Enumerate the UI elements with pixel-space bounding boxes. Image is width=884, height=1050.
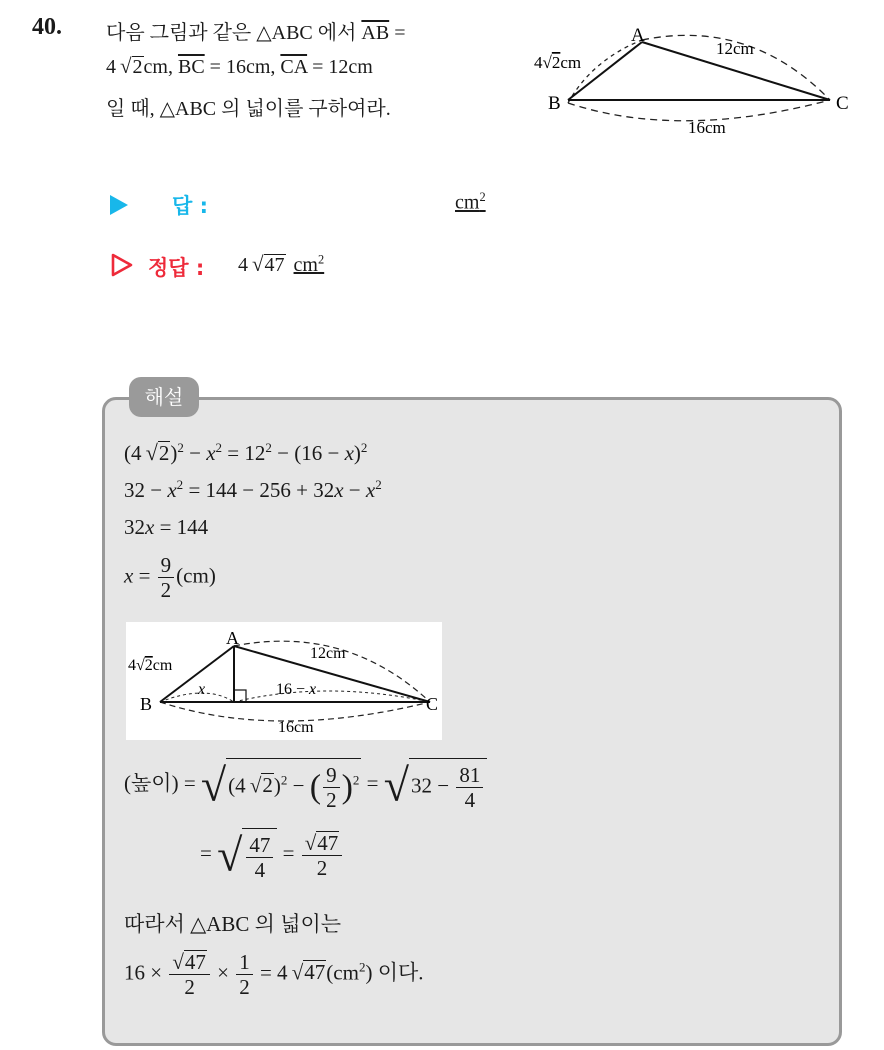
inner-label-ab: 4√2cm [128, 657, 173, 674]
height-line-1: (높이) = √(4 √2)$^2$ − ( $\frac{9}{2}$ )$^2$ = √32 − $\frac{81}{4}$ [124, 758, 487, 812]
vertex-c: C [836, 93, 849, 114]
final-answer-line: 16 × $\frac{√47}{2}$ × $\frac{1}{2}$ = 4 $√47(cm^2)$ 이다. [124, 950, 424, 1000]
answer-play-icon [110, 195, 128, 215]
inner-label-x: x [198, 681, 206, 698]
answer-label: 답 : [172, 194, 208, 218]
height-line-2: = √ $\frac{47}{4}$ = $\frac{√47}{2}$ [200, 828, 344, 882]
question-line-2: 4 √2cm, $\overline{BC} = 16cm$, $\overline{CA} = 12cm$ [106, 54, 373, 78]
inner-label-ca: 12cm [310, 645, 346, 662]
label-ca: 12cm [716, 39, 754, 58]
vertex-b: B [548, 93, 561, 114]
question-line-3: 일 때, △ABC 의 넓이를 구하여라. [106, 98, 391, 120]
inner-label-bc: 16cm [278, 719, 314, 736]
explanation-line-1: (4 $√2)^2 - x^2 = 12^2 - (16 - x)^2$ [124, 440, 368, 465]
solution-value: 4 √47 $cm^2$ [238, 252, 325, 276]
question-number: 40. [32, 14, 62, 40]
solution-play-outline-icon [110, 252, 134, 278]
label-ab: 4√2cm [534, 53, 582, 72]
inner-vertex-a: A [226, 628, 239, 648]
conclusion-text: 따라서 △ABC 의 넓이는 [124, 912, 342, 936]
inner-vertex-c: C [426, 694, 439, 714]
inner-label-rest: 16 − x [276, 681, 317, 698]
solution-label: 정답 : [148, 256, 205, 280]
question-line-1: 다음 그림과 같은 △ABC 에서 $\overline{AB}$ = [106, 22, 406, 44]
explanation-line-4: x = $\frac{9}{2}$ (cm) [124, 553, 216, 603]
vertex-a: A [631, 25, 645, 46]
explanation-line-3: 32x = 144 [124, 515, 209, 539]
answer-unit: $cm^2$ [455, 190, 486, 214]
triangle-figure [530, 20, 860, 145]
inner-triangle-figure [126, 622, 442, 740]
explanation-line-2: $32 - x^2 = 144 - 256 + 32x - x^2$ [124, 477, 382, 502]
explanation-tab: 해설 [129, 377, 199, 417]
inner-vertex-b: B [140, 694, 153, 714]
label-bc: 16cm [688, 118, 726, 137]
